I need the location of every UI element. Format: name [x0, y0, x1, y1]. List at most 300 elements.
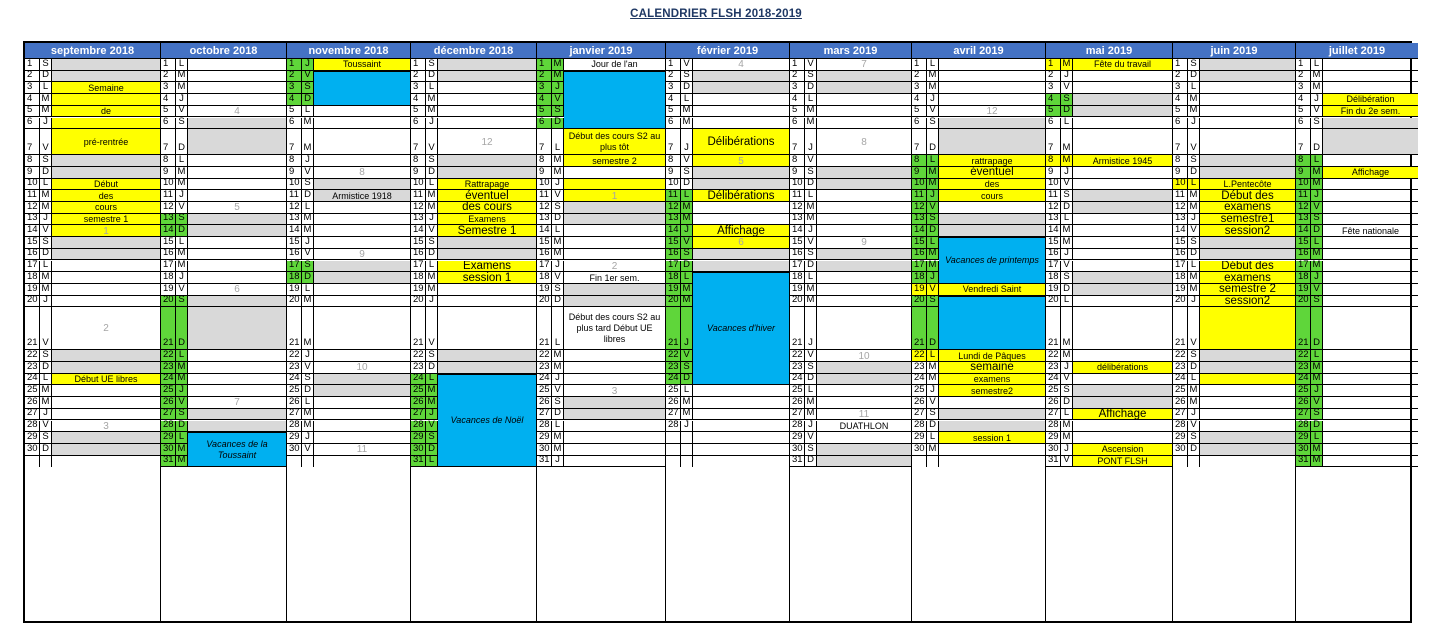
day-cell	[188, 249, 286, 260]
day-number: 18	[912, 272, 927, 283]
day-cell	[939, 350, 1045, 361]
day-letter: L	[1188, 179, 1200, 190]
day-cell	[52, 82, 160, 93]
event-label: 1	[103, 225, 109, 237]
day-number: 23	[1046, 362, 1061, 373]
day-cell	[564, 284, 665, 295]
day-number: 14	[1296, 225, 1311, 236]
day-number: 9	[287, 167, 302, 178]
day-number: 7	[1046, 129, 1061, 154]
day-number: 9	[411, 167, 426, 178]
day-number: 12	[287, 202, 302, 213]
day-letter: V	[1311, 202, 1323, 213]
day-row	[537, 296, 665, 308]
day-letter: M	[302, 296, 314, 307]
day-letter: J	[302, 155, 314, 166]
day-letter: D	[1188, 71, 1200, 82]
day-cell	[1200, 409, 1295, 420]
event-label: délibérations	[1096, 362, 1149, 373]
day-row	[1173, 118, 1295, 130]
day-letter: D	[176, 307, 188, 349]
day-cell	[817, 307, 911, 349]
day-number: 7	[1296, 129, 1311, 154]
day-letter: L	[40, 179, 52, 190]
day-letter: M	[681, 202, 693, 213]
day-letter: D	[40, 444, 52, 455]
day-letter: V	[176, 284, 188, 295]
day-letter: V	[1188, 129, 1200, 154]
day-cell	[939, 82, 1045, 93]
day-number: 13	[666, 214, 681, 225]
day-cell	[1323, 94, 1418, 105]
day-number: 4	[1296, 94, 1311, 105]
day-cell	[188, 225, 286, 236]
day-letter: J	[40, 214, 52, 225]
day-cell	[939, 71, 1045, 82]
day-cell	[939, 129, 1045, 154]
day-letter: S	[681, 71, 693, 82]
vacation-label: Vacances d'hiver	[707, 323, 775, 334]
day-cell	[1073, 118, 1172, 129]
day-cell	[817, 261, 911, 272]
day-cell	[438, 94, 536, 105]
day-cell	[188, 261, 286, 272]
day-cell	[564, 374, 665, 385]
day-row	[161, 118, 286, 130]
day-letter: D	[681, 261, 693, 272]
day-number: 5	[1173, 106, 1188, 117]
day-number: 1	[790, 59, 805, 70]
day-number: 19	[537, 284, 552, 295]
day-letter: M	[302, 214, 314, 225]
day-cell	[52, 409, 160, 420]
day-number: 3	[25, 82, 40, 93]
day-number: 17	[790, 261, 805, 272]
day-number: 31	[1046, 456, 1061, 467]
day-letter: V	[805, 237, 817, 248]
day-letter: V	[927, 106, 939, 117]
event-label: Fin du 2e sem.	[1340, 106, 1401, 117]
day-cell	[52, 374, 160, 385]
day-cell	[1200, 385, 1295, 396]
month-header: mai 2019	[1046, 43, 1172, 59]
day-cell	[438, 272, 536, 283]
day-letter: S	[426, 155, 438, 166]
day-row	[1173, 444, 1295, 456]
day-number: 11	[537, 190, 552, 201]
day-letter: M	[1311, 261, 1323, 272]
day-cell	[817, 296, 911, 307]
month-header: mars 2019	[790, 43, 911, 59]
month-header: février 2019	[666, 43, 789, 59]
month-header: septembre 2018	[25, 43, 160, 59]
day-letter: J	[927, 190, 939, 201]
day-letter: L	[927, 432, 939, 443]
day-cell	[314, 202, 410, 213]
day-letter: V	[1061, 82, 1073, 93]
day-letter: J	[1311, 385, 1323, 396]
day-letter: D	[1061, 202, 1073, 213]
day-cell	[1073, 202, 1172, 213]
day-letter: J	[681, 421, 693, 432]
day-letter: J	[681, 225, 693, 236]
day-cell	[52, 272, 160, 283]
day-number: 15	[912, 237, 927, 248]
day-number: 19	[790, 284, 805, 295]
day-row	[287, 296, 410, 308]
day-number: 28	[1173, 421, 1188, 432]
day-letter: D	[681, 374, 693, 385]
day-number: 25	[1173, 385, 1188, 396]
day-cell	[52, 225, 160, 236]
day-row	[1296, 118, 1418, 130]
day-cell	[939, 118, 1045, 129]
day-number: 17	[666, 261, 681, 272]
day-letter: D	[552, 214, 564, 225]
event-label: semestre2	[970, 385, 1014, 396]
day-number: 4	[287, 94, 302, 105]
day-letter: L	[1188, 374, 1200, 385]
day-letter: V	[805, 59, 817, 70]
day-number: 16	[666, 249, 681, 260]
day-letter: V	[1061, 456, 1073, 467]
day-letter: V	[1311, 106, 1323, 117]
day-letter: L	[1061, 214, 1073, 225]
day-letter: M	[927, 82, 939, 93]
day-number: 12	[790, 202, 805, 213]
event-label: 8	[861, 136, 867, 148]
day-letter: M	[176, 179, 188, 190]
day-letter: M	[552, 155, 564, 166]
day-letter: V	[176, 106, 188, 117]
day-cell	[314, 374, 410, 385]
day-letter: M	[1188, 94, 1200, 105]
day-letter: J	[805, 421, 817, 432]
day-letter: M	[1061, 129, 1073, 154]
day-letter: L	[176, 432, 188, 443]
day-letter: S	[805, 249, 817, 260]
day-number: 21	[1173, 307, 1188, 349]
day-letter: S	[426, 350, 438, 361]
day-letter: J	[176, 272, 188, 283]
day-number: 27	[1173, 409, 1188, 420]
day-cell	[188, 82, 286, 93]
day-cell	[438, 249, 536, 260]
day-letter: J	[1311, 272, 1323, 283]
day-number: 28	[912, 421, 927, 432]
event-label: 6	[738, 237, 744, 249]
day-letter: D	[552, 296, 564, 307]
event-label: 8	[359, 167, 365, 179]
day-cell	[438, 296, 536, 307]
day-number: 27	[912, 409, 927, 420]
event-label: PONT FLSH	[1097, 455, 1148, 466]
day-number: 30	[537, 444, 552, 455]
day-cell	[438, 307, 536, 349]
day-number: 14	[1173, 225, 1188, 236]
day-cell	[939, 94, 1045, 105]
day-number: 5	[287, 106, 302, 117]
day-letter: V	[302, 167, 314, 178]
event-label: L.Pentecôte	[1223, 178, 1272, 189]
day-cell	[314, 237, 410, 248]
day-letter: L	[1061, 409, 1073, 420]
day-cell	[314, 59, 410, 70]
day-cell	[438, 261, 536, 272]
day-letter: M	[681, 106, 693, 117]
day-cell	[52, 307, 160, 349]
day-letter: V	[681, 155, 693, 166]
day-cell	[817, 129, 911, 154]
day-cell	[1073, 155, 1172, 166]
day-letter: M	[1061, 155, 1073, 166]
day-number: 25	[666, 385, 681, 396]
day-letter: L	[176, 237, 188, 248]
day-cell	[939, 409, 1045, 420]
day-number: 20	[287, 296, 302, 307]
day-letter: M	[552, 59, 564, 70]
day-cell	[939, 155, 1045, 166]
day-letter: M	[176, 167, 188, 178]
day-letter: J	[426, 296, 438, 307]
month-column	[537, 43, 666, 621]
day-cell	[314, 421, 410, 432]
day-letter: V	[805, 432, 817, 443]
day-number: 11	[411, 190, 426, 201]
day-cell	[188, 362, 286, 373]
day-number: 22	[411, 350, 426, 361]
day-number: 9	[666, 167, 681, 178]
day-cell	[188, 94, 286, 105]
day-number: 1	[666, 59, 681, 70]
day-number: 10	[411, 179, 426, 190]
day-letter: D	[552, 118, 564, 129]
day-cell	[1200, 421, 1295, 432]
day-letter: M	[1188, 190, 1200, 201]
day-cell	[817, 82, 911, 93]
day-number: 26	[411, 397, 426, 408]
day-letter: D	[552, 409, 564, 420]
day-letter: J	[1311, 94, 1323, 105]
month-column	[161, 43, 287, 621]
event-label: 2	[103, 323, 109, 335]
day-number: 17	[537, 261, 552, 272]
day-number: 3	[287, 82, 302, 93]
day-cell	[1323, 409, 1418, 420]
day-letter: M	[302, 225, 314, 236]
day-cell	[564, 225, 665, 236]
day-cell	[939, 106, 1045, 117]
event-label: Lundi de Pâques	[958, 350, 1026, 361]
day-number: 8	[666, 155, 681, 166]
day-number: 16	[25, 249, 40, 260]
day-number: 28	[666, 421, 681, 432]
day-letter: V	[302, 71, 314, 82]
event-label: Délibérations	[707, 135, 775, 148]
day-number: 26	[537, 397, 552, 408]
day-cell	[693, 118, 789, 129]
day-number: 24	[666, 374, 681, 385]
event-label: 9	[861, 237, 867, 249]
day-letter: S	[1188, 237, 1200, 248]
day-number: 18	[1296, 272, 1311, 283]
day-cell	[52, 155, 160, 166]
day-number: 5	[912, 106, 927, 117]
month-header: novembre 2018	[287, 43, 410, 59]
event-label: Semaine	[88, 82, 124, 93]
day-number: 25	[1046, 385, 1061, 396]
day-number: 7	[790, 129, 805, 154]
day-letter: M	[805, 284, 817, 295]
day-number: 15	[25, 237, 40, 248]
day-number: 21	[411, 307, 426, 349]
day-number: 3	[790, 82, 805, 93]
day-letter: J	[1061, 362, 1073, 373]
day-number: 16	[161, 249, 176, 260]
event-label: session 1	[462, 272, 512, 284]
day-number: 24	[537, 374, 552, 385]
day-cell	[188, 237, 286, 248]
day-letter: M	[927, 261, 939, 272]
day-letter: D	[927, 225, 939, 236]
day-number: 3	[1046, 82, 1061, 93]
day-cell	[1200, 261, 1295, 272]
day-number: 20	[537, 296, 552, 307]
event-label: Fin 1er sem.	[589, 272, 640, 283]
day-letter: J	[176, 94, 188, 105]
day-number: 18	[25, 272, 40, 283]
day-cell	[693, 249, 789, 260]
day-number: 22	[1173, 350, 1188, 361]
day-cell	[564, 444, 665, 455]
day-row	[790, 118, 911, 130]
day-number: 28	[1296, 421, 1311, 432]
day-letter: J	[176, 190, 188, 201]
day-letter: S	[1061, 385, 1073, 396]
day-cell	[817, 456, 911, 467]
day-letter: S	[805, 167, 817, 178]
day-cell	[939, 397, 1045, 408]
day-number: 27	[411, 409, 426, 420]
day-cell	[1073, 456, 1172, 467]
month-header: janvier 2019	[537, 43, 665, 59]
day-letter: M	[176, 456, 188, 467]
day-cell	[939, 284, 1045, 295]
day-number: 21	[912, 307, 927, 349]
day-number: 4	[912, 94, 927, 105]
day-cell	[1073, 94, 1172, 105]
day-number: 15	[1296, 237, 1311, 248]
day-letter: D	[805, 456, 817, 467]
day-number: 30	[1173, 444, 1188, 455]
day-number: 16	[1173, 249, 1188, 260]
day-cell	[314, 190, 410, 201]
day-letter: D	[426, 444, 438, 455]
day-letter: V	[40, 129, 52, 154]
event-label: semestre 2	[592, 155, 637, 166]
day-number: 12	[912, 202, 927, 213]
day-letter: V	[426, 307, 438, 349]
day-letter: M	[40, 94, 52, 105]
day-number: 6	[411, 118, 426, 129]
day-row	[666, 129, 789, 155]
day-number: 13	[411, 214, 426, 225]
day-cell	[1323, 155, 1418, 166]
day-cell	[1073, 106, 1172, 117]
day-number: 15	[1046, 237, 1061, 248]
event-label: 10	[858, 350, 870, 362]
day-number: 29	[161, 432, 176, 443]
day-number: 22	[912, 350, 927, 361]
day-number: 3	[1173, 82, 1188, 93]
day-number: 31	[537, 456, 552, 467]
day-letter: S	[176, 296, 188, 307]
day-letter: L	[1311, 237, 1323, 248]
day-cell	[693, 179, 789, 190]
day-number: 21	[1046, 307, 1061, 349]
day-number: 2	[790, 71, 805, 82]
day-number: 25	[912, 385, 927, 396]
day-number: 1	[25, 59, 40, 70]
day-cell	[1200, 190, 1295, 201]
day-number: 6	[912, 118, 927, 129]
day-letter: S	[1061, 190, 1073, 201]
day-letter: M	[176, 362, 188, 373]
day-cell	[1073, 129, 1172, 154]
day-number: 16	[1046, 249, 1061, 260]
day-number: 18	[287, 272, 302, 283]
day-number: 1	[537, 59, 552, 70]
day-cell	[817, 444, 911, 455]
day-cell	[693, 385, 789, 396]
day-cell	[939, 374, 1045, 385]
event-label: 7	[234, 397, 240, 409]
day-row	[666, 118, 789, 130]
day-cell	[939, 225, 1045, 236]
day-letter: S	[927, 214, 939, 225]
day-row	[537, 307, 665, 350]
vacation-block	[188, 432, 286, 467]
day-number: 25	[790, 385, 805, 396]
day-cell	[52, 421, 160, 432]
day-number: 25	[25, 385, 40, 396]
day-cell	[564, 350, 665, 361]
day-number: 18	[1173, 272, 1188, 283]
day-cell	[1323, 118, 1418, 129]
day-row	[912, 118, 1045, 130]
day-letter: V	[40, 225, 52, 236]
day-number: 18	[411, 272, 426, 283]
day-number: 2	[666, 71, 681, 82]
vacation-block	[939, 296, 1045, 351]
day-letter: D	[176, 421, 188, 432]
event-label: 10	[356, 362, 368, 374]
day-number: 9	[1296, 167, 1311, 178]
event-label: Début UE libres	[74, 374, 138, 385]
day-letter: S	[302, 261, 314, 272]
day-cell	[939, 190, 1045, 201]
day-cell	[939, 214, 1045, 225]
month-column	[25, 43, 161, 621]
day-letter: J	[302, 350, 314, 361]
day-number: 30	[790, 444, 805, 455]
day-letter: D	[1188, 444, 1200, 455]
day-cell	[438, 190, 536, 201]
day-cell	[1200, 272, 1295, 283]
event-label: 12	[986, 106, 998, 118]
day-cell	[1073, 284, 1172, 295]
day-letter: M	[805, 202, 817, 213]
